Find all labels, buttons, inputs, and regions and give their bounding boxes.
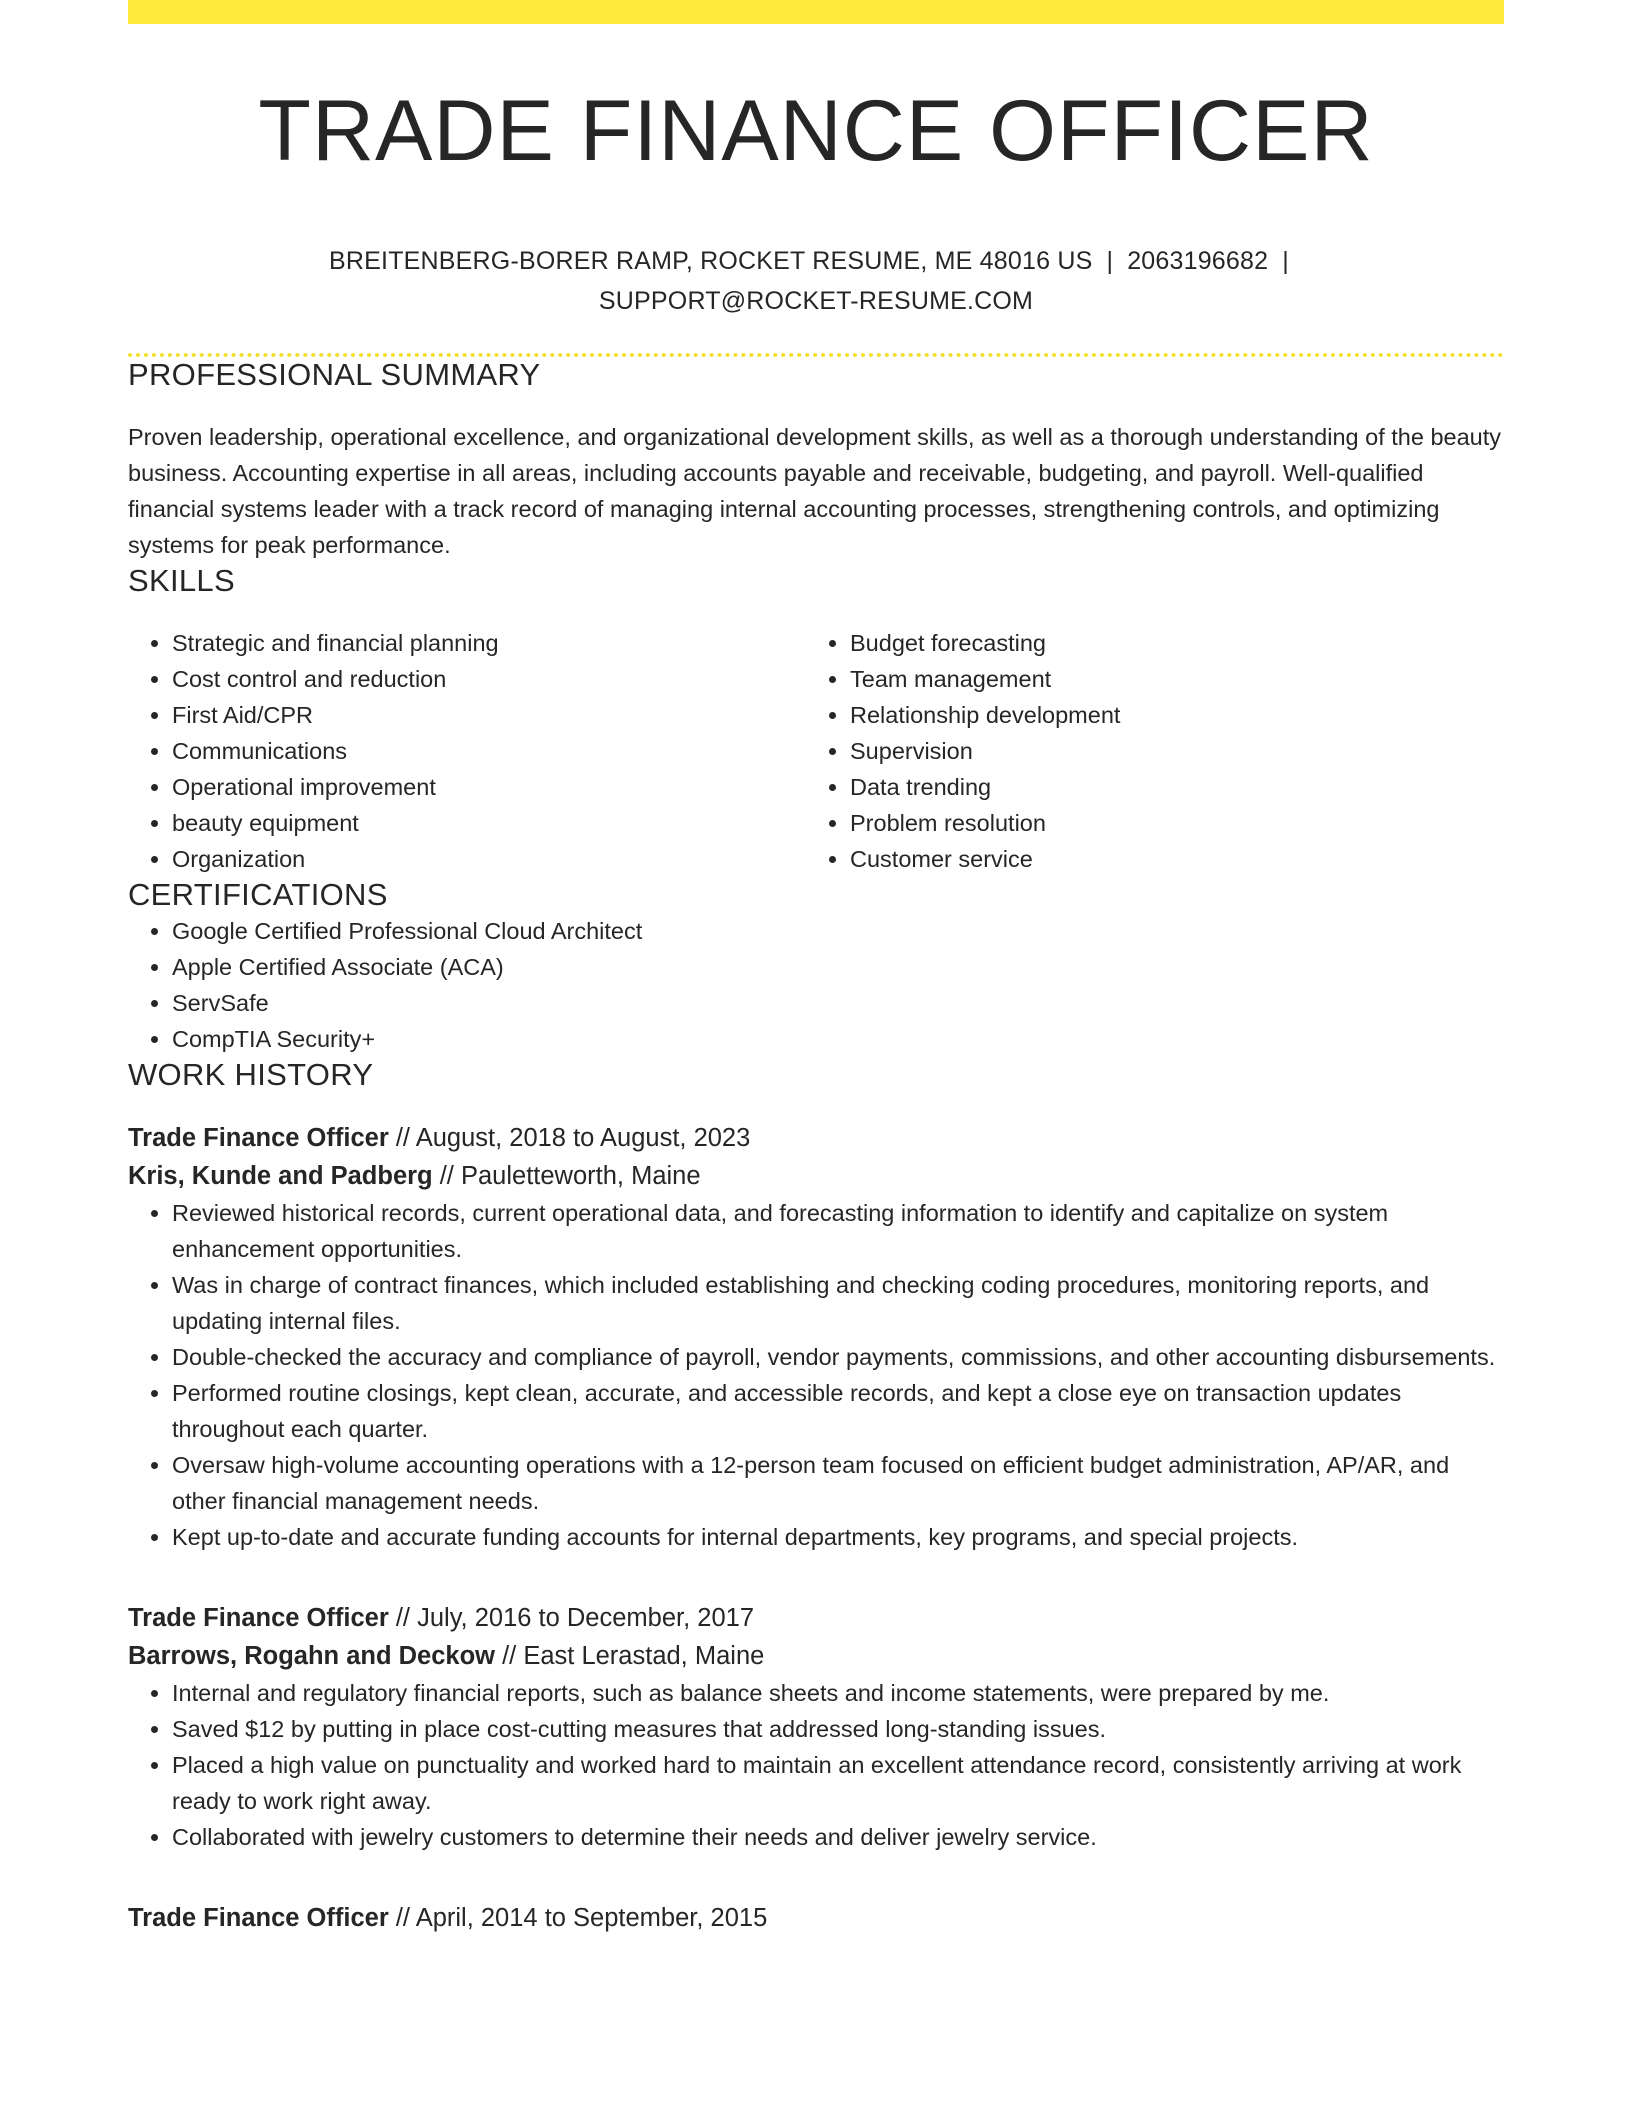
job-bullet: • Reviewed historical records, current operational data, and forecasting information to identify and capitalize on system enhancement opportunities. xyxy=(172,1195,1504,1267)
accent-bar xyxy=(128,0,1504,24)
job-company: Kris, Kunde and Padberg xyxy=(128,1161,433,1190)
skill-item: • Strategic and financial planning xyxy=(172,625,806,661)
skills-list-right xyxy=(806,625,1484,877)
job-company-line xyxy=(128,1637,1504,1675)
skill-item: • Supervision xyxy=(850,733,1484,769)
job-entry xyxy=(128,1899,1504,1937)
job-bullet: • Double-checked the accuracy and compliance of payroll, vendor payments, commissions, and other accounting disbursements. xyxy=(172,1339,1504,1375)
job-bullet: • Kept up-to-date and accurate funding accounts for internal departments, key programs, and special projects. xyxy=(172,1519,1504,1555)
skills-list-left xyxy=(128,625,806,877)
job-role-line xyxy=(128,1119,1504,1157)
resume-page xyxy=(128,0,1504,1937)
skill-item: • Budget forecasting xyxy=(850,625,1484,661)
summary-heading: PROFESSIONAL SUMMARY xyxy=(128,356,541,392)
job-bullet: • Was in charge of contract finances, which included establishing and checking coding procedures, monitoring reports, and updating internal files. xyxy=(172,1267,1504,1339)
job-bullet: • Oversaw high-volume accounting operations with a 12-person team focused on efficient budget administration, AP/AR, and other financial management needs. xyxy=(172,1447,1504,1519)
job-entry xyxy=(128,1119,1504,1555)
work-history-heading: WORK HISTORY xyxy=(128,1056,374,1092)
skill-item: • Cost control and reduction xyxy=(172,661,806,697)
contact-email: SUPPORT@ROCKET-RESUME.COM xyxy=(598,286,1034,315)
skill-item: • Relationship development xyxy=(850,697,1484,733)
certifications-list xyxy=(128,913,1504,1057)
contact-info xyxy=(128,241,1504,321)
contact-separator: | xyxy=(1106,246,1114,275)
resume-title: TRADE FINANCE OFFICER xyxy=(258,83,1374,179)
job-role-line xyxy=(128,1599,1504,1637)
job-entry xyxy=(128,1599,1504,1855)
job-role: Trade Finance Officer xyxy=(128,1903,389,1932)
certification-item: • Apple Certified Associate (ACA) xyxy=(172,949,1504,985)
job-dates: // July, 2016 to December, 2017 xyxy=(388,1603,755,1632)
certifications-heading: CERTIFICATIONS xyxy=(128,876,388,912)
job-company-line xyxy=(128,1157,1504,1195)
contact-separator: | xyxy=(1282,246,1289,275)
job-location: // East Lerastad, Maine xyxy=(495,1641,765,1670)
skills-heading: SKILLS xyxy=(128,562,235,598)
job-bullet: • Performed routine closings, kept clean, accurate, and accessible records, and kept a close eye on transaction updates throughout each quarter. xyxy=(172,1375,1504,1447)
summary-text: Proven leadership, operational excellence, and organizational development skills, as well as a thorough understanding of the beauty business. Accounting expertise in all areas, including accounts payable and receivable, budgeting, and payroll. Well-qualified financial systems leader with a track record of managing internal accounting processes, strengthening controls, and optimizing systems for peak performance. xyxy=(128,423,1502,558)
job-bullet: • Saved $12 by putting in place cost-cutting measures that addressed long-standing issues. xyxy=(172,1711,1504,1747)
certification-item: • Google Certified Professional Cloud Architect xyxy=(172,913,1504,949)
job-dates: // April, 2014 to September, 2015 xyxy=(388,1903,768,1932)
certification-item: • ServSafe xyxy=(172,985,1504,1021)
skill-item: • Organization xyxy=(172,841,806,877)
skill-item: • beauty equipment xyxy=(172,805,806,841)
job-dates: // August, 2018 to August, 2023 xyxy=(388,1123,751,1152)
skill-item: • Data trending xyxy=(850,769,1484,805)
job-bullets xyxy=(128,1675,1504,1855)
skill-item: • Problem resolution xyxy=(850,805,1484,841)
job-bullet: • Internal and regulatory financial reports, such as balance sheets and income statements, were prepared by me. xyxy=(172,1675,1504,1711)
job-company: Barrows, Rogahn and Deckow xyxy=(128,1641,495,1670)
skill-item: • Communications xyxy=(172,733,806,769)
contact-phone: 2063196682 xyxy=(1127,246,1269,275)
job-role-line xyxy=(128,1899,1504,1937)
job-role: Trade Finance Officer xyxy=(128,1603,389,1632)
job-bullet: • Placed a high value on punctuality and worked hard to maintain an excellent attendance record, consistently arriving at work ready to work right away. xyxy=(172,1747,1504,1819)
certification-item: • CompTIA Security+ xyxy=(172,1021,1504,1057)
job-bullets xyxy=(128,1195,1504,1555)
job-bullet: • Collaborated with jewelry customers to determine their needs and deliver jewelry service. xyxy=(172,1819,1504,1855)
skill-item: • Operational improvement xyxy=(172,769,806,805)
job-location: // Pauletteworth, Maine xyxy=(432,1161,701,1190)
skills-grid xyxy=(128,625,1504,877)
contact-address: BREITENBERG-BORER RAMP, ROCKET RESUME, ME 48016 US xyxy=(329,246,1093,275)
skill-item: • First Aid/CPR xyxy=(172,697,806,733)
skill-item: • Customer service xyxy=(850,841,1484,877)
job-role: Trade Finance Officer xyxy=(128,1123,389,1152)
skill-item: • Team management xyxy=(850,661,1484,697)
